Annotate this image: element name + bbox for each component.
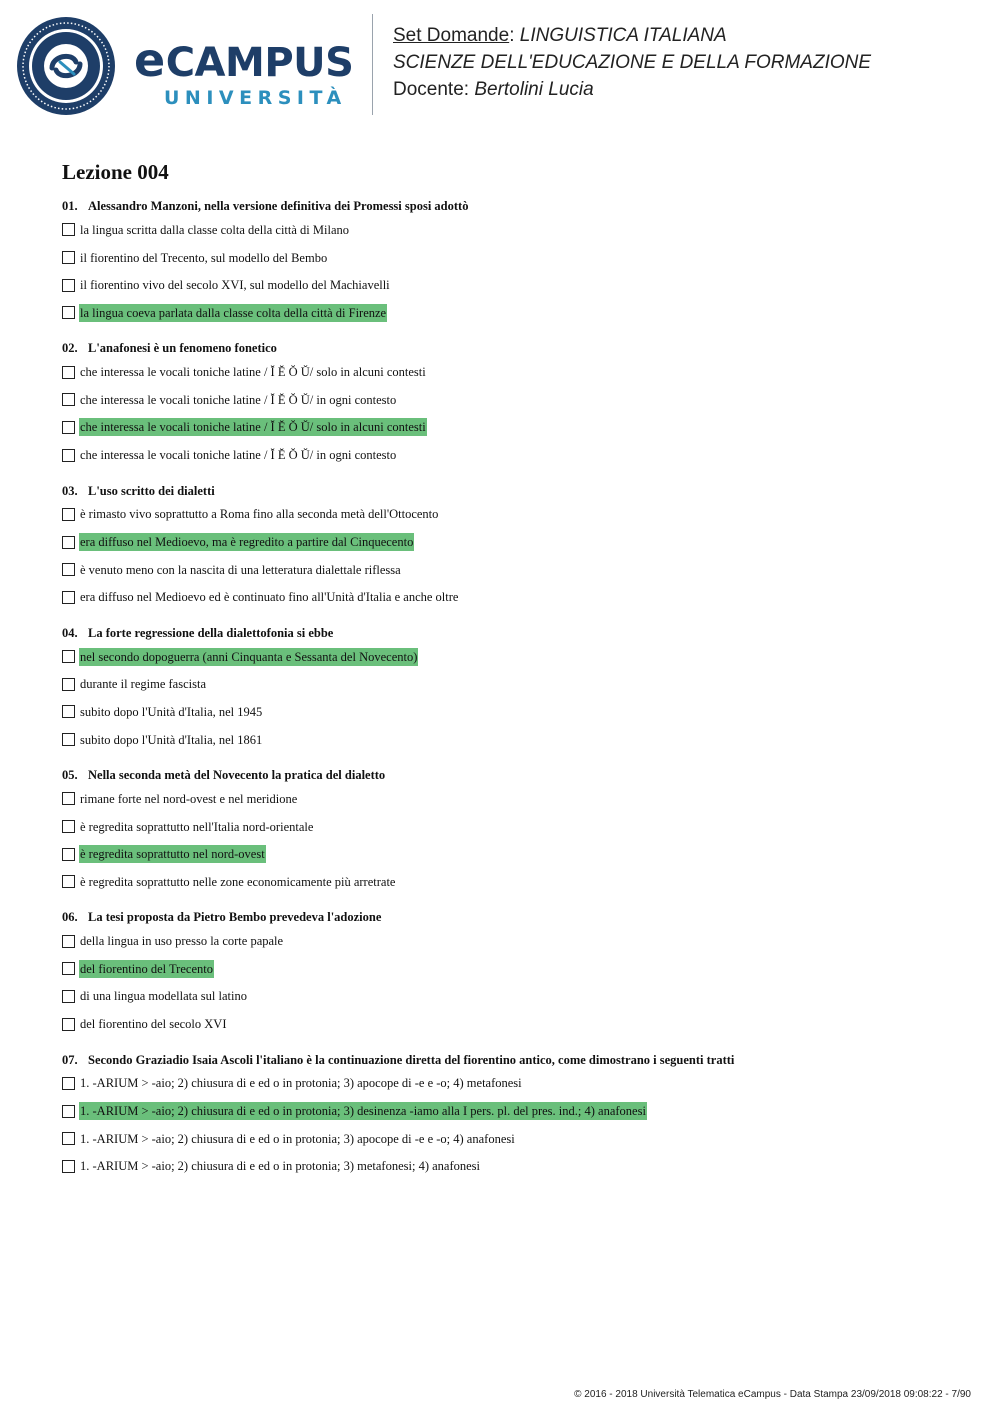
- answer-checkbox[interactable]: [62, 820, 75, 833]
- answer-checkbox[interactable]: [62, 223, 75, 236]
- answer-text: è rimasto vivo soprattutto a Roma fino alla seconda metà dell'Ottocento: [80, 507, 439, 522]
- answer-text: durante il regime fascista: [80, 677, 206, 692]
- question: [62, 765, 962, 896]
- answer-checkbox[interactable]: [62, 650, 75, 663]
- answer-option[interactable]: [62, 1010, 962, 1038]
- answer-text-correct: era diffuso nel Medioevo, ma è regredito a partire dal Cinquecento: [80, 535, 414, 550]
- question-number: 06.: [62, 910, 78, 925]
- lesson-title: Lezione 004: [62, 160, 169, 184]
- answer-checkbox[interactable]: [62, 705, 75, 718]
- question-text: [62, 765, 962, 785]
- answer-option[interactable]: [62, 414, 962, 442]
- answer-option[interactable]: [62, 244, 962, 272]
- answer-text: il fiorentino vivo del secolo XVI, sul modello del Machiavelli: [80, 278, 390, 293]
- answer-text: della lingua in uso presso la corte papale: [80, 934, 284, 949]
- question: [62, 623, 962, 754]
- answer-checkbox[interactable]: [62, 1018, 75, 1031]
- question-text: [62, 481, 962, 501]
- answer-checkbox[interactable]: [62, 990, 75, 1003]
- brand-e-letter: e: [134, 33, 165, 87]
- answer-option[interactable]: [62, 358, 962, 386]
- ecampus-logo: [16, 16, 361, 116]
- answer-checkbox[interactable]: [62, 366, 75, 379]
- answer-option[interactable]: [62, 785, 962, 813]
- answer-option[interactable]: [62, 216, 962, 244]
- question-prompt: L'uso scritto dei dialetti: [88, 483, 215, 498]
- answer-checkbox[interactable]: [62, 678, 75, 691]
- answer-text-correct: è regredita soprattutto nel nord-ovest: [80, 847, 265, 862]
- answer-text-correct: che interessa le vocali toniche latine / Ĭ Ĕ Ŏ Ŭ/ solo in alcuni contesti: [80, 420, 426, 435]
- set-value: LINGUISTICA ITALIANA: [519, 25, 727, 46]
- question-prompt: Nella seconda metà del Novecento la pratica del dialetto: [88, 768, 386, 782]
- answer-text: subito dopo l'Unità d'Italia, nel 1861: [80, 732, 263, 747]
- docente-line: [393, 76, 871, 103]
- question-prompt: La tesi proposta da Pietro Bembo prevedeva l'adozione: [88, 910, 382, 925]
- question-number: 02.: [62, 341, 78, 356]
- answer-checkbox[interactable]: [62, 421, 75, 434]
- answer-checkbox[interactable]: [62, 792, 75, 805]
- brand-subtitle: UNIVERSITÀ: [164, 87, 347, 109]
- header-divider: [372, 14, 373, 115]
- question: [62, 1050, 962, 1181]
- question-text: [62, 907, 962, 927]
- answer-option[interactable]: [62, 501, 962, 529]
- question-number: 04.: [62, 625, 78, 640]
- answer-option[interactable]: [62, 643, 962, 671]
- answer-text: del fiorentino del secolo XVI: [80, 1017, 227, 1032]
- answer-text-correct: del fiorentino del Trecento: [80, 961, 213, 976]
- question-text: [62, 196, 962, 216]
- question-number: 07.: [62, 1052, 78, 1067]
- question-prompt: Alessandro Manzoni, nella versione definitiva dei Promessi sposi adottò: [88, 199, 469, 213]
- brand-campus-text: CAMPUS: [165, 40, 354, 86]
- answer-checkbox[interactable]: [62, 875, 75, 888]
- answer-checkbox[interactable]: [62, 251, 75, 264]
- question-prompt: La forte regressione della dialettofonia si ebbe: [88, 625, 334, 640]
- question-text: [62, 1050, 962, 1070]
- question: [62, 907, 962, 1038]
- page-footer: © 2016 - 2018 Università Telematica eCampus - Data Stampa 23/09/2018 09:08:22 - 7/90: [574, 1389, 971, 1400]
- answer-text: è regredita soprattutto nelle zone economicamente più arretrate: [80, 874, 396, 889]
- answer-option[interactable]: [62, 299, 962, 327]
- answer-text-correct: nel secondo dopoguerra (anni Cinquanta e Sessanta del Novecento): [80, 649, 418, 664]
- answer-checkbox[interactable]: [62, 508, 75, 521]
- answer-checkbox[interactable]: [62, 733, 75, 746]
- answer-option[interactable]: [62, 528, 962, 556]
- answer-option[interactable]: [62, 441, 962, 469]
- ecampus-wordmark: [134, 33, 354, 109]
- answer-option[interactable]: [62, 955, 962, 983]
- answer-text: il fiorentino del Trecento, sul modello del Bembo: [80, 250, 328, 265]
- course-info: [393, 22, 871, 103]
- answer-checkbox[interactable]: [62, 1132, 75, 1145]
- answer-checkbox[interactable]: [62, 536, 75, 549]
- answer-option[interactable]: [62, 584, 962, 612]
- answer-option[interactable]: [62, 1153, 962, 1181]
- answer-text: che interessa le vocali toniche latine / Ĭ Ĕ Ŏ Ŭ/ in ogni contesto: [80, 448, 397, 463]
- answer-option[interactable]: [62, 927, 962, 955]
- question-text: [62, 338, 962, 358]
- set-colon: :: [509, 25, 520, 46]
- question-number: 05.: [62, 768, 78, 782]
- answer-option[interactable]: [62, 813, 962, 841]
- answer-checkbox[interactable]: [62, 935, 75, 948]
- answer-text: 1. -ARIUM > -aio; 2) chiusura di e ed o in protonia; 3) metafonesi; 4) anafonesi: [80, 1159, 480, 1174]
- question-number: 03.: [62, 483, 78, 498]
- answer-text: rimane forte nel nord-ovest e nel meridione: [80, 791, 298, 806]
- answer-text: di una lingua modellata sul latino: [80, 989, 247, 1004]
- answer-option[interactable]: [62, 1097, 962, 1125]
- answer-option[interactable]: [62, 271, 962, 299]
- answer-option[interactable]: [62, 840, 962, 868]
- answer-text-correct: la lingua coeva parlata dalla classe colta della città di Firenze: [80, 305, 387, 320]
- answer-checkbox[interactable]: [62, 279, 75, 292]
- question: [62, 481, 962, 612]
- answer-text: 1. -ARIUM > -aio; 2) chiusura di e ed o in protonia; 3) apocope di -e e -o; 4) metafonesi: [80, 1076, 522, 1091]
- question-number: 01.: [62, 199, 78, 213]
- set-domande-line: [393, 22, 871, 49]
- question: [62, 196, 962, 327]
- docente-label: Docente:: [393, 79, 470, 100]
- answer-checkbox[interactable]: [62, 962, 75, 975]
- answer-checkbox[interactable]: [62, 393, 75, 406]
- question-prompt: L'anafonesi è un fenomeno fonetico: [88, 341, 277, 356]
- answer-text: che interessa le vocali toniche latine / Ĭ Ĕ Ŏ Ŭ/ solo in alcuni contesti: [80, 365, 426, 380]
- answer-text: 1. -ARIUM > -aio; 2) chiusura di e ed o in protonia; 3) apocope di -e e -o; 4) anafonesi: [80, 1131, 515, 1146]
- answer-option[interactable]: [62, 1125, 962, 1153]
- answer-text: era diffuso nel Medioevo ed è continuato fino all'Unità d'Italia e anche oltre: [80, 590, 459, 605]
- question-prompt: Secondo Graziadio Isaia Ascoli l'italiano è la continuazione diretta del fiorentino antico, come dimostrano i seguenti tratti: [88, 1052, 735, 1067]
- answer-checkbox[interactable]: [62, 591, 75, 604]
- answer-option[interactable]: [62, 726, 962, 754]
- answer-checkbox[interactable]: [62, 449, 75, 462]
- set-label: Set Domande: [393, 25, 510, 46]
- answer-option[interactable]: [62, 983, 962, 1011]
- answer-text: che interessa le vocali toniche latine / Ĭ Ĕ Ŏ Ŭ/ in ogni contesto: [80, 392, 397, 407]
- question: [62, 338, 962, 469]
- answer-text-correct: 1. -ARIUM > -aio; 2) chiusura di e ed o in protonia; 3) desinenza -iamo alla I pers. pl. del pres. ind.; 4) anafonesi: [80, 1104, 646, 1119]
- answer-option[interactable]: [62, 670, 962, 698]
- answer-option[interactable]: [62, 556, 962, 584]
- question-list: [62, 196, 962, 1192]
- ecampus-seal-icon: [16, 16, 116, 116]
- answer-option[interactable]: [62, 1070, 962, 1098]
- answer-checkbox[interactable]: [62, 848, 75, 861]
- answer-text: la lingua scritta dalla classe colta della città di Milano: [80, 222, 350, 237]
- answer-option[interactable]: [62, 386, 962, 414]
- answer-option[interactable]: [62, 868, 962, 896]
- answer-text: è venuto meno con la nascita di una letteratura dialettale riflessa: [80, 562, 401, 577]
- answer-text: subito dopo l'Unità d'Italia, nel 1945: [80, 704, 263, 719]
- answer-checkbox[interactable]: [62, 306, 75, 319]
- docente-value: Bertolini Lucia: [474, 79, 594, 100]
- answer-text: è regredita soprattutto nell'Italia nord-orientale: [80, 819, 314, 834]
- answer-checkbox[interactable]: [62, 1160, 75, 1173]
- brand-name: [134, 33, 354, 87]
- answer-option[interactable]: [62, 698, 962, 726]
- answer-checkbox[interactable]: [62, 1077, 75, 1090]
- question-text: [62, 623, 962, 643]
- answer-checkbox[interactable]: [62, 563, 75, 576]
- course-name: SCIENZE DELL'EDUCAZIONE E DELLA FORMAZIONE: [393, 52, 872, 73]
- answer-checkbox[interactable]: [62, 1105, 75, 1118]
